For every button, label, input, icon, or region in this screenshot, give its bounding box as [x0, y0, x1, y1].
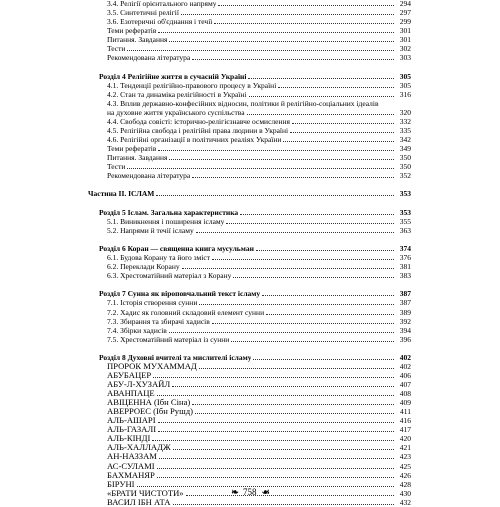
toc-entry-label: 6.1. Будова Корану та його зміст	[107, 253, 210, 262]
toc-entry-page: 374	[399, 244, 411, 253]
toc-entry-page: 408	[399, 389, 411, 399]
toc-entry-page: 387	[399, 298, 411, 308]
toc-entry-label: АЛЬ-АШАРІ	[107, 416, 156, 426]
toc-entry-page: 417	[399, 425, 411, 435]
dot-leader	[169, 332, 394, 333]
dot-leader	[127, 50, 394, 51]
dot-leader	[266, 314, 394, 315]
dot-leader	[218, 5, 394, 6]
toc-entry-row	[0, 35, 500, 44]
toc-entry-label: Питання. Завдання	[107, 153, 168, 162]
toc-entry-row	[0, 26, 500, 35]
toc-entry-label: Теми рефератів	[107, 143, 157, 153]
toc-entry-row	[0, 452, 500, 461]
toc-section-row	[0, 244, 500, 253]
toc-entry-label: Питання. Завдання	[107, 35, 168, 45]
toc-entry-page: 432	[399, 497, 411, 507]
dot-leader	[153, 377, 394, 378]
toc-entry-label: 7.1. Історія створення сунни	[107, 298, 198, 308]
toc-entry-label: 4.4. Свобода совісті: історично-релігієзнавче осмислення	[107, 116, 290, 126]
toc-entry-label: Розділ 8 Духовні вчителі та мислителі ісламу	[99, 352, 252, 362]
toc-entry-page: 355	[399, 216, 411, 226]
toc-entry-row	[0, 308, 500, 317]
toc-entry-row	[0, 226, 500, 235]
toc-entry-row	[0, 153, 500, 162]
toc-entry-page: 407	[399, 380, 411, 389]
toc-entry-page: 420	[399, 434, 411, 444]
toc-entry-label: 4.6. Релігійні організації в політичних реаліях України	[107, 134, 282, 144]
toc-entry-page: 299	[399, 17, 411, 27]
footer-ornament-right-icon: ☙	[261, 487, 269, 497]
dot-leader	[158, 150, 394, 151]
toc-entry-page: 297	[399, 8, 411, 18]
toc-entry-label: ПРОРОК МУХАММАД	[107, 361, 197, 371]
dot-leader	[173, 504, 394, 505]
dot-leader	[233, 277, 394, 278]
toc-entry-label: 5.2. Напрями й течії ісламу	[107, 225, 194, 235]
dot-leader	[182, 268, 394, 269]
toc-entry-label: АБУ-Л-ХУЗАЙЛ	[107, 380, 171, 389]
toc-entry-row	[0, 398, 500, 407]
toc-entry-page: 406	[399, 371, 411, 380]
dot-leader	[240, 214, 394, 215]
toc-entry-row	[0, 434, 500, 443]
toc-entry-page: 392	[399, 316, 411, 326]
toc-entry-page: 421	[399, 443, 411, 453]
footer-ornament-left-icon: ❧	[231, 487, 238, 497]
toc-entry-label: Рекомендована література	[107, 53, 191, 63]
dot-leader	[212, 323, 394, 324]
toc-entry-page: 320	[399, 107, 411, 117]
toc-entry-page: 302	[399, 44, 411, 54]
toc-entry-label: АЛЬ-ГАЗАЛІ	[107, 425, 157, 435]
dot-leader	[199, 368, 394, 369]
dot-leader	[159, 458, 394, 459]
toc-entry-row	[0, 326, 500, 335]
toc-entry-row	[0, 262, 500, 271]
toc-entry-row	[0, 498, 500, 507]
toc-part-row	[0, 189, 500, 198]
toc-entry-page: 303	[399, 53, 411, 63]
toc-entry-row	[0, 380, 500, 389]
dot-leader	[199, 304, 394, 305]
dot-leader	[169, 41, 394, 42]
toc-entry-row	[0, 44, 500, 53]
dot-leader	[192, 59, 394, 60]
toc-entry-row	[0, 108, 500, 117]
toc-entry-row	[0, 99, 500, 108]
page-number: 758	[242, 487, 257, 497]
toc-entry-label: 4.5. Релігійна свобода і релігійні права людини в Україні	[107, 125, 289, 135]
toc-entry-page: 301	[399, 35, 411, 45]
page-footer	[0, 487, 500, 497]
toc-entry-row	[0, 144, 500, 153]
toc-entry-page: 353	[399, 207, 411, 217]
dot-leader	[248, 78, 394, 79]
toc-entry-label: Рекомендована література	[107, 171, 191, 181]
dot-leader	[172, 386, 394, 387]
toc-entry-label: Розділ 6 Коран — священна книга мусульман	[99, 244, 254, 253]
dot-leader	[196, 232, 394, 233]
dot-leader	[256, 250, 394, 251]
toc-entry-label: 7.4. Збірки хадисів	[107, 325, 167, 335]
dot-leader	[127, 168, 394, 169]
toc-entry-page: 426	[399, 470, 411, 480]
toc-entry-label: 3.5. Синтетичні релігії	[107, 8, 179, 18]
toc-entry-row	[0, 371, 500, 380]
dot-leader	[290, 132, 394, 133]
toc-entry-page: 428	[399, 479, 411, 489]
dot-leader	[173, 449, 394, 450]
toc-entry-label: Частина II. ІСЛАМ	[88, 189, 155, 199]
toc-entry-label: БАХМАНЯР	[107, 470, 155, 480]
dot-leader	[212, 259, 394, 260]
toc-entry-page: 301	[399, 26, 411, 36]
toc-entry-label: 5.1. Виникнення і поширення ісламу	[107, 216, 225, 226]
toc-entry-row	[0, 462, 500, 471]
toc-entry-label: Тести	[107, 44, 126, 54]
toc-entry-label: БІРУНІ	[107, 479, 135, 489]
toc-entry-page: 350	[399, 162, 411, 172]
dot-leader	[156, 195, 394, 196]
toc-entry-label: ВАСИЛ ІБН АТА	[107, 497, 171, 507]
toc-entry-row	[0, 90, 500, 99]
toc-entry-label: «БРАТИ ЧИСТОТИ»	[107, 488, 184, 498]
toc-entry-row	[0, 171, 500, 180]
dot-leader	[158, 32, 394, 33]
dot-leader	[181, 14, 394, 15]
toc-entry-row	[0, 81, 500, 90]
dot-leader	[231, 341, 394, 342]
toc-entry-page: 294	[399, 0, 411, 8]
toc-entry-row	[0, 126, 500, 135]
toc-entry-row	[0, 416, 500, 425]
toc-entry-row	[0, 443, 500, 452]
toc-entry-row	[0, 362, 500, 371]
dot-leader	[192, 404, 394, 405]
toc-entry-label: АВАНПАЦЕ	[107, 389, 155, 399]
toc-entry-label: Розділ 4 Релігійне життя в сучасній Україні	[99, 71, 247, 81]
toc-entry-page: 352	[399, 171, 411, 181]
toc-entry-row	[0, 217, 500, 226]
dot-leader	[283, 141, 394, 142]
toc-entry-page: 425	[399, 461, 411, 471]
dot-leader	[262, 295, 394, 296]
dot-leader	[158, 431, 394, 432]
toc-entry-page: 316	[399, 89, 411, 99]
toc-entry-row	[0, 162, 500, 171]
toc-entry-label: 3.4. Релігії орієнтального напряму	[107, 0, 217, 8]
toc-entry-label: 4.2. Стан та динаміка релігійності в Україні	[107, 89, 247, 99]
toc-entry-row	[0, 335, 500, 344]
toc-entry-row	[0, 53, 500, 62]
toc-entry-row	[0, 8, 500, 17]
toc-entry-page: 342	[399, 134, 411, 144]
toc-entry-row	[0, 0, 500, 8]
toc-entry-label: АН-НАЗЗАМ	[107, 452, 157, 462]
toc-entry-label: АС-СУЛАМІ	[107, 461, 155, 471]
toc-entry-page: 353	[399, 189, 411, 199]
toc-entry-page: 349	[399, 143, 411, 153]
toc-entry-label: 7.3. Збирання та збирачі хадисів	[107, 316, 210, 326]
dot-leader	[247, 114, 394, 115]
dot-leader	[195, 413, 394, 414]
toc-entry-page: 411	[400, 407, 411, 417]
toc-entry-page: 305	[399, 71, 411, 81]
toc-entry-row	[0, 425, 500, 434]
toc-entry-page: 363	[399, 225, 411, 235]
toc-entry-page: 409	[399, 398, 411, 408]
toc-entry-row	[0, 117, 500, 126]
toc-entry-row	[0, 298, 500, 307]
toc-entry-page: 387	[399, 289, 411, 299]
toc-entry-row	[0, 389, 500, 398]
toc-entry-label: 4.1. Тенденції релігійно-правового процесу в Україні	[107, 80, 277, 90]
toc-entry-row	[0, 407, 500, 416]
toc-entry-label: Розділ 5 Іслам. Загальна характеристика	[99, 207, 239, 217]
dot-leader	[169, 159, 394, 160]
toc-entry-label: 7.2. Хадис як головний складовий елемент сунни	[107, 307, 265, 317]
toc-entry-page: 383	[399, 271, 411, 281]
dot-leader	[292, 123, 394, 124]
dot-leader	[157, 468, 394, 469]
dot-leader	[249, 96, 395, 97]
toc-entry-label: Розділ 7 Сунна як віроповчальний текст ісламу	[99, 289, 261, 299]
toc-entry-page: 335	[399, 125, 411, 135]
toc-entry-page: 350	[399, 153, 411, 162]
toc-entry-page: 394	[399, 325, 411, 335]
dot-leader	[278, 87, 394, 88]
toc-section-row	[0, 353, 500, 362]
toc-entry-page: 376	[399, 253, 411, 262]
dot-leader	[157, 477, 394, 478]
toc-section-row	[0, 72, 500, 81]
toc-entry-label: Теми рефератів	[107, 26, 157, 36]
toc-entry-row	[0, 135, 500, 144]
toc-entry-row	[0, 253, 500, 262]
toc-entry-page: 332	[399, 116, 411, 126]
toc-entry-label: АВЕРРОЕС (Ібн Рушд)	[107, 407, 193, 417]
toc-entry-page: 416	[399, 416, 411, 426]
dot-leader	[214, 23, 394, 24]
toc-entry-label: 4.3. Вплив державно-конфесійних відносин, політики й релігійно-соціальних ідеалів	[107, 98, 379, 108]
toc-entry-label: АЛЬ-ХАЛЛАДЖ	[107, 443, 171, 453]
dot-leader	[226, 223, 394, 224]
toc-entry-label: 3.6. Езотеричні об'єднання і течії	[107, 17, 213, 27]
toc-entry-page: 381	[399, 262, 411, 272]
toc-section-row	[0, 208, 500, 217]
toc-entry-page: 402	[399, 352, 411, 362]
dot-leader	[192, 177, 394, 178]
toc-entry-label: АБУБАЦЕР	[107, 371, 152, 380]
dot-leader	[152, 440, 394, 441]
toc-section-row	[0, 289, 500, 298]
toc-entry-label: на духовне життя українського суспільства	[107, 107, 245, 117]
toc-entry-page: 389	[399, 307, 411, 317]
dot-leader	[158, 422, 394, 423]
dot-leader	[253, 359, 394, 360]
toc-entry-label: АЛЬ-КІНДІ	[107, 434, 151, 444]
toc-entry-label: АВІЦЕННА (Ібн Сіна)	[107, 398, 191, 408]
toc-entry-label: 6.3. Хрестоматійний матеріал з Корану	[107, 271, 232, 281]
toc-entry-page: 396	[399, 334, 411, 344]
toc-entry-label: 6.2. Переклади Корану	[107, 262, 180, 272]
toc-entry-page: 305	[399, 80, 411, 90]
dot-leader	[157, 395, 394, 396]
toc-entry-page: 423	[399, 452, 411, 462]
toc-entry-row	[0, 17, 500, 26]
toc-entry-page: 430	[399, 488, 411, 498]
toc-entry-row	[0, 471, 500, 480]
toc-entry-page: 402	[399, 361, 411, 371]
toc-entry-label: 7.5. Хрестоматійний матеріал із сунни	[107, 334, 230, 344]
toc-entry-row	[0, 271, 500, 280]
toc-entry-row	[0, 317, 500, 326]
toc-entry-label: Тести	[107, 162, 126, 172]
